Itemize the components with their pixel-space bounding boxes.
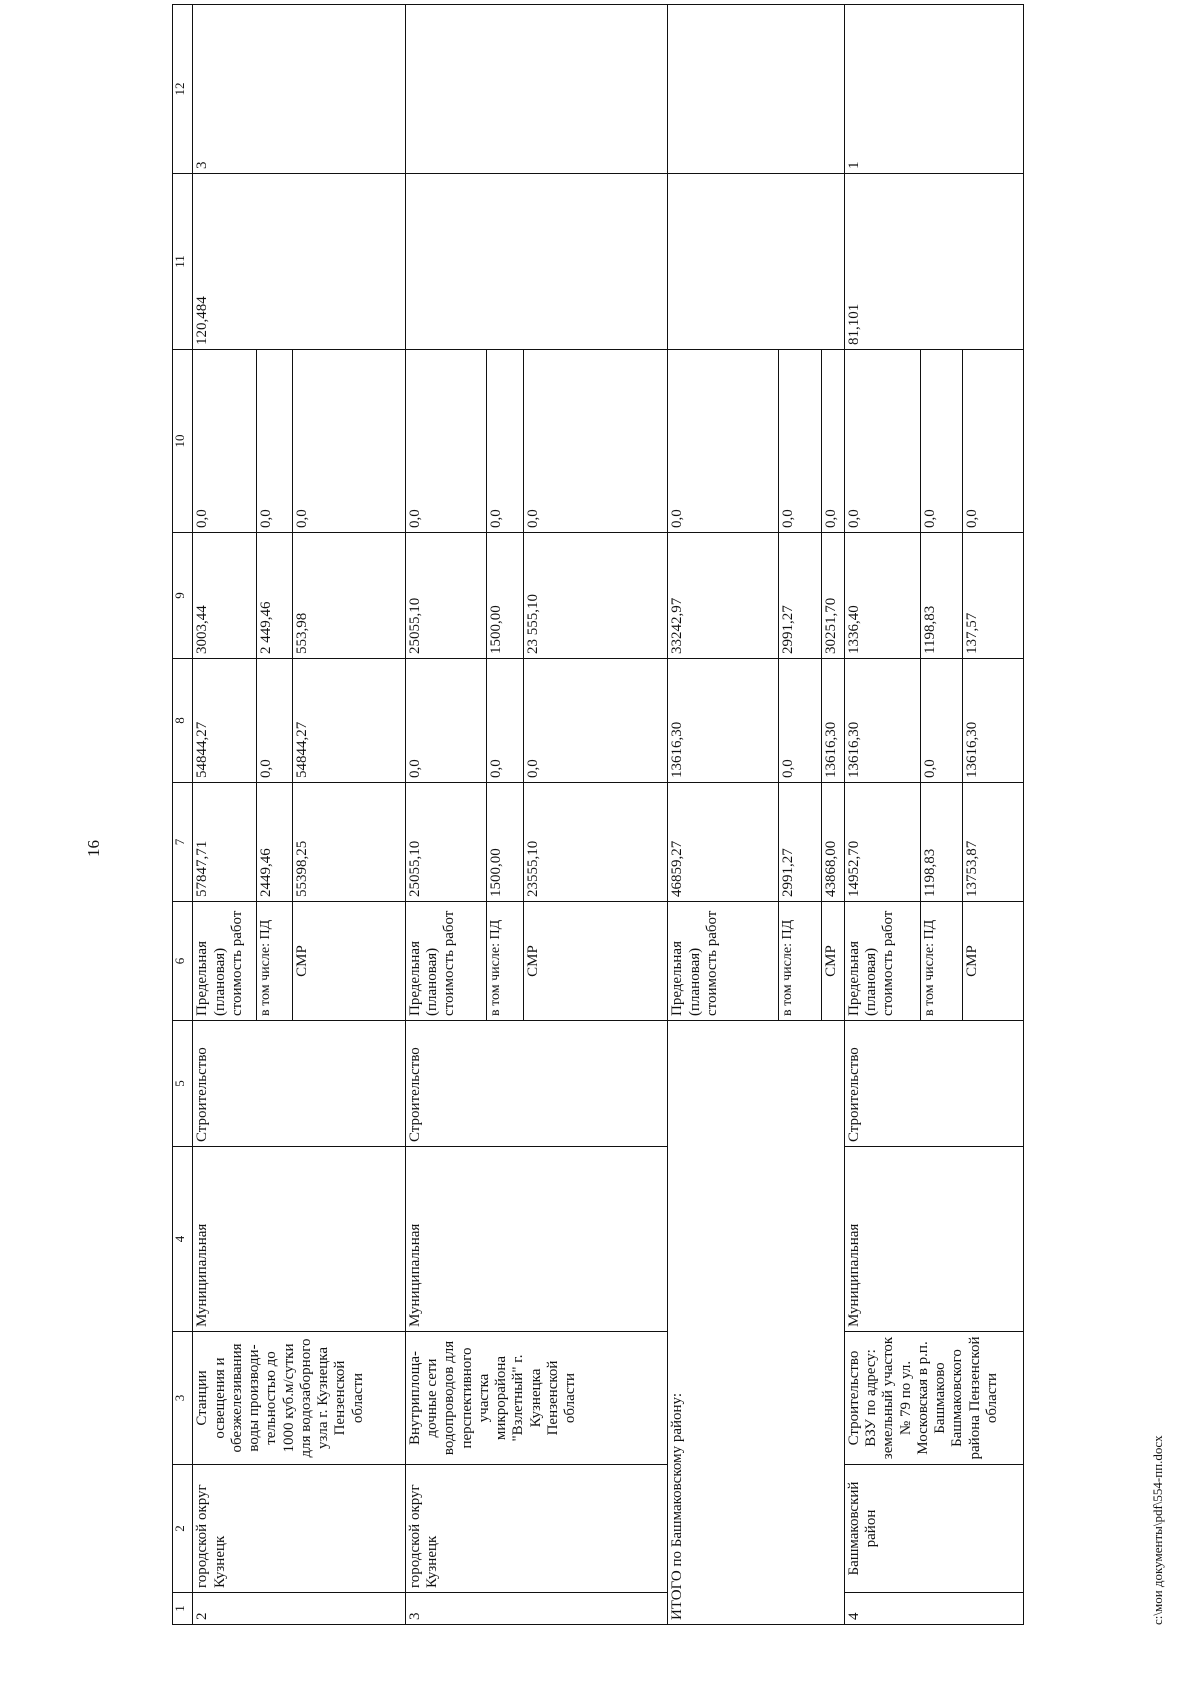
- value-cell: 13616,30: [822, 659, 845, 783]
- value-cell: 0,0: [779, 350, 822, 533]
- municipality-cell: городской округ Кузнецк: [405, 1465, 667, 1593]
- incl-pd-label: в том числе: ПД: [487, 902, 523, 1021]
- municipality-cell: Башмаковский район: [844, 1465, 1023, 1593]
- value-cell: 0,0: [487, 350, 523, 533]
- value-cell: 81,101: [844, 174, 1023, 350]
- value-cell: 0,0: [523, 659, 668, 783]
- value-cell: 0,0: [920, 659, 963, 783]
- cost-label: Предельная (плановая) стоимость работ: [844, 902, 920, 1021]
- value-cell: 43868,00: [822, 783, 845, 902]
- value-cell: 120,484: [193, 174, 406, 350]
- ownership-cell: Муниципальная: [844, 1147, 1023, 1332]
- value-cell: 23555,10: [523, 783, 668, 902]
- value-cell: 1500,00: [487, 783, 523, 902]
- column-number-row: [173, 5, 193, 1625]
- table-row: [844, 5, 920, 1625]
- empty-cell: [668, 5, 845, 174]
- value-cell: 0,0: [487, 659, 523, 783]
- col-header: 4: [173, 1147, 193, 1332]
- value-cell: 13616,30: [963, 659, 1024, 783]
- value-cell: 1198,83: [920, 533, 963, 659]
- object-cell: Строительство ВЗУ по адресу: земельный участок № 79 по ул. Московская в р.п. Башмаково Башмаковского района Пензенской области: [844, 1332, 1023, 1465]
- value-cell: 553,98: [292, 533, 405, 659]
- smr-label: СМР: [292, 902, 405, 1021]
- value-cell: 0,0: [963, 350, 1024, 533]
- value-cell: 1500,00: [487, 533, 523, 659]
- value-cell: 2991,27: [779, 783, 822, 902]
- object-cell: Внутриплоща-дочные сети водопроводов для перспективного участка микрорайона "Взлетный" г. Кузнецка Пензенской области: [405, 1332, 667, 1465]
- row-number: 2: [193, 1593, 406, 1625]
- value-cell: 0,0: [523, 350, 668, 533]
- value-cell: 0,0: [844, 350, 920, 533]
- value-cell: 14952,70: [844, 783, 920, 902]
- incl-pd-label: в том числе: ПД: [920, 902, 963, 1021]
- value-cell: 25055,10: [405, 533, 486, 659]
- value-cell: 25055,10: [405, 783, 486, 902]
- table-row: [405, 5, 486, 1625]
- file-path-footer: c:\мои документы\pdf\554-пп.docx: [1150, 1435, 1165, 1625]
- row-number: 4: [844, 1593, 1023, 1625]
- cost-label: Предельная (плановая) стоимость работ: [405, 902, 486, 1021]
- col-header: 1: [173, 1593, 193, 1625]
- work-type-cell: Строительство: [844, 1021, 1023, 1147]
- value-cell: 0,0: [193, 350, 256, 533]
- row-number: 3: [405, 1593, 667, 1625]
- value-cell: 13616,30: [668, 659, 779, 783]
- total-row: [668, 5, 779, 1625]
- value-cell: 33242,97: [668, 533, 779, 659]
- value-cell: 54844,27: [193, 659, 256, 783]
- value-cell: 3003,44: [193, 533, 256, 659]
- smr-label: СМР: [963, 902, 1024, 1021]
- work-type-cell: Строительство: [405, 1021, 667, 1147]
- value-cell: 1198,83: [920, 783, 963, 902]
- value-cell: 2 449,46: [256, 533, 292, 659]
- table-row: [193, 5, 256, 1625]
- municipality-cell: городской округ Кузнецк: [193, 1465, 406, 1593]
- smr-label: СМР: [523, 902, 668, 1021]
- cost-label: Предельная (плановая) стоимость работ: [668, 902, 779, 1021]
- col-header: 5: [173, 1021, 193, 1147]
- total-label: ИТОГО по Башмаковскому району:: [668, 1021, 845, 1625]
- ownership-cell: Муниципальная: [193, 1147, 406, 1332]
- value-cell: 0,0: [405, 659, 486, 783]
- value-cell: 0,0: [405, 350, 486, 533]
- value-cell: 137,57: [963, 533, 1024, 659]
- value-cell: 0,0: [256, 659, 292, 783]
- value-cell: 0,0: [256, 350, 292, 533]
- smr-label: СМР: [822, 902, 845, 1021]
- value-cell: 2449,46: [256, 783, 292, 902]
- value-cell: 13753,87: [963, 783, 1024, 902]
- value-cell: 0,0: [920, 350, 963, 533]
- value-cell: 3: [193, 5, 406, 174]
- value-cell: 1336,40: [844, 533, 920, 659]
- ownership-cell: Муниципальная: [405, 1147, 667, 1332]
- page-number: 16: [84, 840, 103, 857]
- value-cell: 0,0: [822, 350, 845, 533]
- value-cell: 0,0: [668, 350, 779, 533]
- value-cell: 13616,30: [844, 659, 920, 783]
- col-header: 8: [173, 659, 193, 783]
- value-cell: 23 555,10: [523, 533, 668, 659]
- value-cell: 55398,25: [292, 783, 405, 902]
- col-header: 9: [173, 533, 193, 659]
- col-header: 2: [173, 1465, 193, 1593]
- value-cell: [405, 174, 667, 350]
- col-header: 7: [173, 783, 193, 902]
- value-cell: [405, 5, 667, 174]
- value-cell: 1: [844, 5, 1023, 174]
- col-header: 11: [173, 174, 193, 350]
- investment-table: [172, 4, 1024, 1625]
- col-header: 12: [173, 5, 193, 174]
- work-type-cell: Строительство: [193, 1021, 406, 1147]
- value-cell: 0,0: [779, 659, 822, 783]
- cost-label: Предельная (плановая) стоимость работ: [193, 902, 256, 1021]
- value-cell: 30251,70: [822, 533, 845, 659]
- object-cell: Станции освещения и обезжелезивания воды производи-тельностью до 1000 куб.м/сутки для водозаборного узла г. Кузнецка Пензенской области: [193, 1332, 406, 1465]
- incl-pd-label: в том числе: ПД: [779, 902, 822, 1021]
- value-cell: 0,0: [292, 350, 405, 533]
- incl-pd-label: в том числе: ПД: [256, 902, 292, 1021]
- col-header: 3: [173, 1332, 193, 1465]
- value-cell: 54844,27: [292, 659, 405, 783]
- empty-cell: [668, 174, 845, 350]
- value-cell: 2991,27: [779, 533, 822, 659]
- col-header: 6: [173, 902, 193, 1021]
- value-cell: 46859,27: [668, 783, 779, 902]
- value-cell: 57847,71: [193, 783, 256, 902]
- col-header: 10: [173, 350, 193, 533]
